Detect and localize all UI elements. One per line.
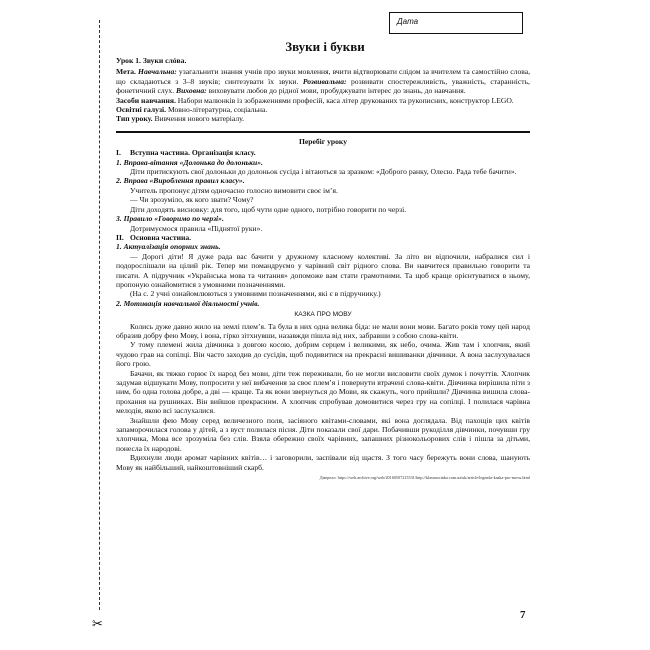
section-2-number: ІІ. <box>116 232 124 242</box>
subsection-1-note: (На с. 2 учні ознайомлюються з умовними позначеннями, які є в підручнику.) <box>130 289 381 299</box>
exercise-3-title: 3. Правило «Говоримо по черзі». <box>116 214 224 224</box>
lesson-type <box>116 114 530 123</box>
date-field[interactable] <box>389 12 523 34</box>
goal-developing-text: розвивати спостережливість, уважність, старанність, фонетичний слух. <box>116 76 530 96</box>
cut-line <box>99 20 100 610</box>
lesson-fields <box>116 105 530 114</box>
goal-educational-label: Навчальна: <box>138 67 177 77</box>
exercise-2-text-3: Діти доходять висновку: для того, щоб чути одне одного, потрібно говорити по черзі. <box>130 204 407 214</box>
tale-paragraph: Знайшли фею Мову серед величезного поля, засіяного квітами-словами, які вона доглядала. Від пахощів цих квітів запаморочилася голова у дітей, а з вуст полилася пісня. Діти показали свої дари. Побачивши рукоділля дівчинки, почувши гру хлопчика, Мова все зрозуміла без слів. Взяла обережно своїх чарівних, запашних різнокольорових слів і пішла за дітьми, понесла їх народові. <box>116 415 530 453</box>
source-citation: Джерело: https://web.archive.org/web/20160507215531/http://klasnaocinka.com.ua/uk/article/legenda-kazka-pro-movu.html <box>319 475 530 481</box>
subsection-1-text: — Дорогі діти! Я дуже рада вас бачити у дружному класному колективі. За літо ви відпочили, набралися сил і подорослішали на цілий рік. Тепер ми помандруємо у чарівний світ рідного слова. Ви навчитеся правильно говорити та писати. А підручник «Українська мова та читання» допоможе вам стати грамотними. Та щоб краще орієнтуватися в ньому, пропоную ознайомитися з умовними позначеннями. <box>116 251 530 289</box>
subsection-2-title: 2. Мотивація навчальної діяльності учнів. <box>116 298 260 308</box>
lesson-title: Урок 1. Звуки слóва. <box>116 56 187 65</box>
type-label: Тип уроку. <box>116 114 153 124</box>
type-text: Вивчення нового матеріалу. <box>154 114 245 124</box>
fields-label: Освітні галузі. <box>116 105 167 115</box>
subsection-1-title: 1. Актуалізація опорних знань. <box>116 242 221 252</box>
tale-paragraph: Вдихнули люди аромат чарівних квітів… і заговорили, заспівали від щастя. З того часу бережуть вони слова, шанують Мову як найбільший, найкоштовніший скарб. <box>116 453 530 472</box>
fields-text: Мовно-літературна, соціальна. <box>167 105 268 115</box>
exercise-2-text-1: Учитель пропонує дітям одночасно голосно вимовити своє ім’я. <box>130 185 338 195</box>
lesson-goal <box>116 67 530 95</box>
tale-paragraph: У тому племені жила дівчинка з довгою косою, добрим серцем і великими, як небо, очима. Жив там і хлопчик, який чудово грав на сопілці. Він часто заходив до сусідів, щоб подивитися на прекрасні вишиванки дівчинки. А вона заслухувалася його грою. <box>116 340 530 369</box>
exercise-1-title: 1. Вправа-вітання «Долонька до долоньки». <box>116 157 263 167</box>
tale-paragraph: Колись дуже давно жило на землі плем’я. Та була в них одна велика біда: не мали вони мови. Багато років тому цей народ образив добру фею Мову, і вона, гірко зітхнувши, назавжди пішла від них, забравши з собою слова-квіти. <box>116 321 530 340</box>
exercise-2-text-2: — Чи зрозуміло, як кого звати? Чому? <box>130 195 254 205</box>
page-number: 7 <box>520 609 526 621</box>
section-1-title: Вступна частина. Організація класу. <box>130 148 256 158</box>
goal-label: Мета. <box>116 67 136 77</box>
goal-upbringing-text: виховувати любов до рідної мови, пробуджувати інтерес до знань, до навчання. <box>208 86 466 96</box>
lesson-materials <box>116 96 530 105</box>
goal-upbringing-label: Виховна: <box>176 86 207 96</box>
date-label: Дата <box>397 17 419 26</box>
goal-educational-text: узагальнити знання учнів про звуки мовлення, вчити відтворювати слідом за вчителем та самостійно слова, що складаються з 3–8 звуків; синтезувати їх звуки. <box>116 67 530 86</box>
tale-heading: КАЗКА ПРО МОВУ <box>294 311 352 319</box>
section-divider <box>116 131 530 133</box>
tale-paragraph: Бачачи, як тяжко горює їх народ без мови, діти теж переживали, бо не могли висловити своїх думок і почуттів. Хлопчик задумав відшукати Мову, попросити у неї вибачення за своє плем’я і повернути втрачені слова-квіти. Дівчинка вирішила піти з ним, бо одна голова добре, а дві — краще. Та як вони звернуться до Мови, як скажуть, чого прийшли? Дівчинка вишила слова-прохання на рушниках. Він вийшов прекрасним. А хлопчик спробував домовитися через гру на сопілці. І полилася чарівна мелодія, якою всі заслухалися. <box>116 368 530 416</box>
section-2-heading <box>116 233 530 242</box>
lesson-content <box>116 56 530 480</box>
materials-label: Засоби навчання. <box>116 95 176 105</box>
section-1-number: І. <box>116 148 121 158</box>
course-heading: Перебіг уроку <box>298 136 347 146</box>
page-title: Звуки і букви <box>285 39 365 54</box>
exercise-1-text: Діти притискують свої долоньки до долоньок сусіда і вітаються за зразком: «Доброго ранку, Олесю. Рада тебе бачити». <box>130 167 517 177</box>
section-1-heading <box>116 148 530 157</box>
scissors-icon: ✂ <box>92 616 103 631</box>
materials-text: Набори малюнків із зображеннями професій, каса літер друкованих та рукописних, конструктор LEGO. <box>177 95 514 105</box>
goal-developing-label: Розвивальна: <box>302 76 347 86</box>
section-2-title: Основна частина. <box>130 232 192 242</box>
exercise-3-text: Дотримуємося правила «Піднятої руки». <box>130 223 263 233</box>
exercise-2-title: 2. Вправа «Вироблення правил класу». <box>116 176 245 186</box>
